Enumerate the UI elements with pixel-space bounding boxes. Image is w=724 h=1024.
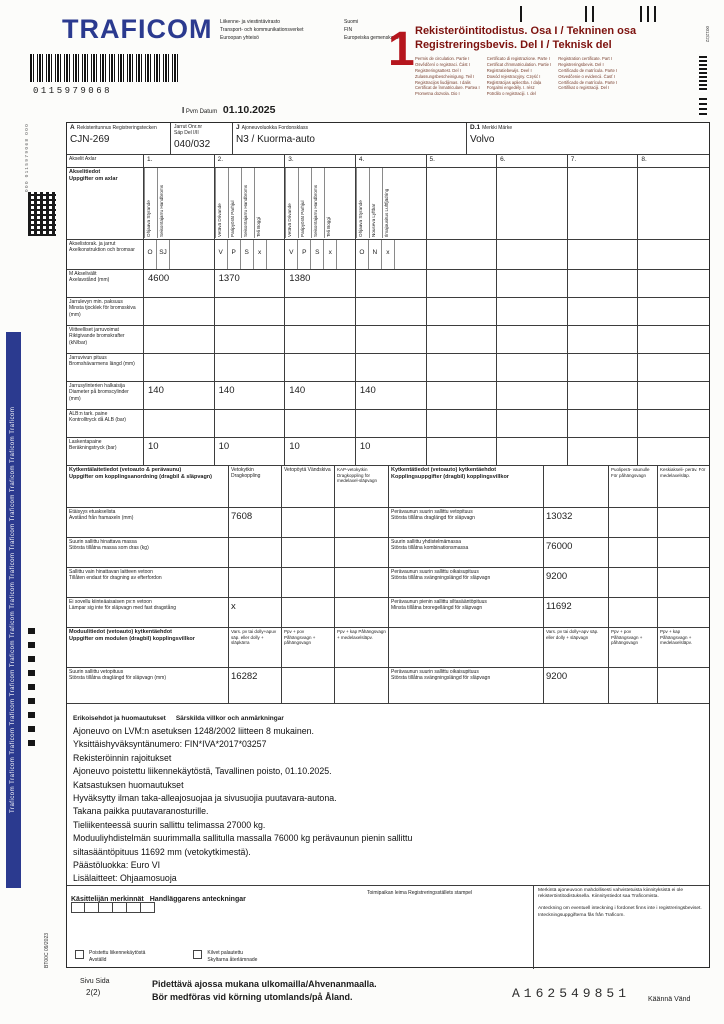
remark-line: siltasääntöpituus 11692 mm (vetokytkimestä). [73, 846, 251, 857]
construction-letter: S [241, 240, 254, 269]
axle-value-cell: 140 [144, 382, 215, 409]
language-title: Registratiebewijs. Deel I [486, 67, 532, 73]
stamp-box [85, 902, 99, 913]
form-body [66, 122, 710, 968]
remark-line: Takana paikka puutavaranosturille. [73, 806, 209, 817]
agency-line: Euroopan yhteisö [220, 35, 259, 41]
coupling-row-label: Sallittu vain hinattavan laitteen vetoon Tillåten endast för dragning av efterfordon [67, 568, 229, 597]
brake-code-field [171, 123, 233, 154]
axle-attribute-label: Nouseva Lyftbar [369, 168, 382, 238]
axle-value-cell [427, 298, 498, 325]
language-title: Zulassungsbescheinigung. Teil I [415, 73, 475, 79]
axle-number: 3. [285, 155, 356, 167]
axle-number: 8. [641, 156, 647, 163]
field-label-a: Rekisteritunnus Registreringstecken [76, 125, 157, 131]
axle-value-cell [144, 354, 215, 381]
axle-value-cell [497, 438, 568, 465]
axle-data-row [67, 270, 709, 298]
axle-attribute-label: Teli Boggi [324, 168, 337, 238]
language-title: Certificat de înmatriculare. Partea I [415, 85, 480, 91]
axle-attribute-cell [568, 168, 639, 239]
coupling-data-row [67, 598, 709, 628]
coupling-row-label: Ei sovellu kiinteäaisaisen pv:n vetoon Lämpar sig inte för släpvagn med fast dragstång [67, 598, 229, 627]
coupling-data-row [67, 508, 709, 538]
axle-value-cell [568, 298, 639, 325]
axle-value-cell [215, 326, 286, 353]
coupling-right-value: 11692 [544, 598, 609, 627]
stamp-box [127, 902, 141, 913]
remark-line: Rekisteröinnin rajoitukset [73, 752, 172, 763]
axle-value-cell: 140 [215, 382, 286, 409]
axle-value-cell [285, 410, 356, 437]
remarks-header-sv: Särskilda villkor och anmärkningar [175, 715, 284, 722]
axle-value-cell [638, 326, 709, 353]
axle-value-cell [497, 270, 568, 297]
print-mark [520, 6, 522, 22]
axle-value-cell [568, 354, 639, 381]
coupling-value [282, 568, 335, 597]
axle-value-cell [497, 326, 568, 353]
axle-value-cell [568, 410, 639, 437]
axle-value-cell: 10 [144, 438, 215, 465]
axle-attribute-cell [638, 168, 709, 239]
keep-notice-sv: Bör medföras vid körning utomlands/på Åland. [152, 992, 353, 1003]
axle-construction-cell [638, 240, 709, 269]
field-label-brakes-2: Säp Del I/II [174, 130, 199, 136]
language-title: Certificado de matrícula. Parte I [558, 67, 618, 73]
language-title: Permis de circulation. Partie I [415, 56, 470, 61]
axle-construction-cell [285, 240, 356, 269]
coupling-value [229, 538, 282, 567]
axle-attribute-cell [497, 168, 568, 239]
print-mark [654, 6, 656, 22]
construction-letter: x [254, 240, 267, 269]
module-row-label: Suurin sallittu vetopituus Största tillåtna draglängd för släpvagn (mm) [67, 668, 229, 703]
coupling-col-header: Puoliperä- vaunulle För påhängsvagn [609, 466, 658, 507]
coupling-value [282, 508, 335, 537]
coupling-value [335, 598, 389, 627]
checkbox-decommissioned [75, 950, 84, 959]
axle-value-cell [144, 298, 215, 325]
module-table [67, 628, 709, 704]
axle-value-cell [638, 298, 709, 325]
axle-attribute-label: Teli Boggi [254, 168, 267, 238]
form-code: BT00C 09/2023 [44, 932, 50, 968]
axle-row-label: Viitteelliset jarruvoimat Riktgivande bromskrafter (kN/bar) [67, 326, 144, 353]
axle-attribute-cell [285, 168, 356, 239]
construction-letter: N [369, 240, 382, 269]
date-row [182, 104, 275, 116]
coupling-col-header: KAP-vetokytkin Dragkoppling för medelaxel-släpvagn [335, 466, 389, 507]
module-right-label: Perävaunun suurin sallittu oikaisupituus Största tillåtna svängningslängd för släpvagn [389, 668, 544, 703]
axle-section-label: Akselitiedot Uppgifter om axlar [67, 168, 144, 239]
coupling-right-label: Perävaunun suurin sallittu vetopituus Största tillåtna draglängd för släpvagn [389, 508, 544, 537]
date-value: 01.10.2025 [222, 104, 276, 116]
axle-value-cell: 10 [356, 438, 427, 465]
construction-letter: x [382, 240, 395, 269]
axle-construction-row [67, 240, 709, 270]
axle-row-label: Jarruvivun pituus Bromshävarmens längd (mm) [67, 354, 144, 381]
axle-value-cell [568, 382, 639, 409]
language-title: Certificat d'immatriculation. Partie I [486, 61, 552, 67]
remark-line: Ajoneuvo poistettu liikennekäytöstä, Tavallinen poisto, 01.10.2025. [73, 766, 332, 777]
axle-value-cell [497, 354, 568, 381]
module-col-header: Vars. pv tai dolly+apv säp. eller dolly + släpvagn [544, 628, 609, 667]
keep-notice-fi: Pidettävä ajossa mukana ulkomailla/Ahvenanmaalla. [152, 979, 377, 989]
traficom-logo: TRAFICOM [62, 14, 213, 44]
module-header-row [67, 628, 709, 668]
remarks-lines [73, 725, 703, 886]
remark-line: Päästöluokka: Euro VI [73, 860, 161, 871]
agency-line: FIN [344, 27, 353, 33]
language-title: Prometna dozvola. Dio I [415, 91, 460, 97]
axle-value-cell [427, 438, 498, 465]
axle-attribute-cell [356, 168, 427, 239]
construction-letter: O [144, 240, 157, 269]
axle-number: 6. [497, 155, 568, 167]
part-number: 1 [388, 23, 415, 76]
serial-number: A162549851 [512, 986, 631, 1001]
agency-line: Transport- och kommunikationsverket [220, 27, 304, 33]
language-column [415, 56, 480, 97]
language-column [558, 56, 617, 97]
construction-letter: P [228, 240, 241, 269]
axlar-label: Akselit Axlar [67, 155, 144, 167]
field-code-j: J [236, 124, 240, 131]
multilanguage-titles [415, 56, 711, 97]
axle-value-cell [497, 410, 568, 437]
handler-section [67, 886, 709, 969]
checkbox-label: Poistettu liikennekäytöstä Avställd [89, 950, 146, 963]
traficom-side-band: Traficom Traficom Traficom Traficom Traficom Traficom Traficom Traficom Traficom Traficom Traficom Traficom Traficom Traficom [6, 332, 21, 888]
date-field-code: I [182, 106, 185, 115]
remark-line: Hyväksytty ilman taka-alleajosuojaa ja sivusuojia puutavara-autona. [73, 793, 337, 804]
axle-data-row [67, 410, 709, 438]
module-right-value: 9200 [544, 668, 609, 703]
edge-micro-text: 000 0115979068 000 [24, 122, 29, 192]
axle-value-cell [144, 410, 215, 437]
make-field [467, 123, 709, 154]
axle-value-cell [638, 270, 709, 297]
right-edge-barcode [699, 98, 707, 118]
axle-construction-cell [144, 240, 215, 269]
axle-attribute-label: Ohjaava Styrande [356, 168, 369, 238]
language-title: Reģistrācijas apliecība. I daļa [486, 79, 542, 85]
axle-value-cell [215, 298, 286, 325]
axle-value-cell: 10 [215, 438, 286, 465]
print-mark [640, 6, 642, 22]
axle-value-cell [497, 298, 568, 325]
coupling-right-value: 13032 [544, 508, 609, 537]
remarks-section [67, 704, 709, 886]
brake-code-value: 040/032 [174, 139, 211, 150]
date-label: Pvm Datum [185, 109, 218, 115]
axle-attribute-label: Seisontajarru Handbroms [157, 168, 170, 238]
axle-data-row [67, 382, 709, 410]
barcode-number: 0115979068 [33, 86, 113, 96]
axle-number: 1. [144, 155, 215, 167]
axle-attributes-row [67, 168, 709, 240]
coupling-col-header: Vetopöytä Vändskiva [282, 466, 335, 507]
axle-value-cell [356, 326, 427, 353]
page-value: 2(2) [86, 988, 101, 997]
coupling-right-label: Suurin sallittu yhdistelmämassa Största tillåtna kombinationsmassa [389, 538, 544, 567]
axle-row-label: Jarrulevyn min. paksuus Minsta tjocklek för bromsskiva (mm) [67, 298, 144, 325]
module-data-row [67, 668, 709, 704]
make-value: Volvo [470, 134, 495, 145]
axle-value-cell: 140 [285, 382, 356, 409]
coupling-data-row [67, 538, 709, 568]
remark-line: Katsastuksen huomautukset [73, 779, 184, 790]
field-label-j: Ajoneuvoluokka Fordonsklass [241, 125, 309, 131]
axle-attribute-label: Ohjaava Styrande [144, 168, 157, 238]
axle-row-label: Jarrusylinterien halkaisija Diameter på bromscylinder (mm) [67, 382, 144, 409]
language-title: Osvědčení o registraci. Část I [415, 61, 470, 67]
axle-value-cell [144, 326, 215, 353]
axle-value-cell [356, 298, 427, 325]
axle-value-cell [285, 326, 356, 353]
language-column [487, 56, 552, 97]
axle-value-cell [427, 382, 498, 409]
coupling-value [282, 598, 335, 627]
coupling-right-value: 76000 [544, 538, 609, 567]
construction-letter: SJ [157, 240, 170, 269]
axle-value-cell: 4600 [144, 270, 215, 297]
agency-names [220, 18, 340, 42]
field-code-d1: D.1 [470, 124, 481, 131]
axle-numbers-row [67, 155, 709, 168]
vehicle-class-field [233, 123, 467, 154]
checkbox-group-decommissioned [75, 950, 145, 963]
axle-value-cell: 1370 [215, 270, 286, 297]
axle-value-cell: 1380 [285, 270, 356, 297]
axle-value-cell [638, 410, 709, 437]
axle-value-cell [638, 382, 709, 409]
axle-attribute-cell [215, 168, 286, 239]
coupling-table [67, 466, 709, 628]
checkbox-plates-returned [193, 950, 202, 959]
language-title: Dowód rejestracyjny. Część I [486, 73, 541, 79]
identification-row [67, 123, 709, 155]
module-col-header: Ppv + pov Påhängsvagn + påhängsvagn [282, 628, 335, 667]
checkbox-label: Kilvet palautettu Skyltarna återlämnade [207, 950, 258, 963]
print-mark [585, 6, 587, 22]
axle-row-label: Akselistorak. ja jarrut Axelkonstruktion och bromsar [67, 240, 144, 269]
agency-line: Europeiska gemenskapen [344, 35, 402, 41]
agency-line: Liikenne- ja viestintävirasto [220, 19, 281, 25]
axle-construction-cell [215, 240, 286, 269]
field-label-d1: Merkki Märke [482, 125, 513, 131]
construction-letter: O [356, 240, 369, 269]
language-title: Registration certificate. Part I [558, 56, 613, 61]
axle-number: 4. [356, 155, 427, 167]
coupling-data-row [67, 568, 709, 598]
remark-line: Lisälaitteet: Ohjaamosuoja [73, 873, 177, 884]
coupling-right-label: Perävaunun suurin sallittu oikaisupituus Största tillåtna svängningslängd för släpvagn [389, 568, 544, 597]
axle-row-label: M Akselivälit Axelavstånd (mm) [67, 270, 144, 297]
axle-attribute-label: Vetävä Drivande [215, 168, 228, 238]
print-mark [647, 6, 649, 22]
stamp-label: Toimipaikan leima Registreringsställets stampel [367, 890, 473, 896]
language-title: Potrdilo o registraciji. I. del [486, 91, 536, 97]
axle-data-row [67, 438, 709, 466]
axle-attribute-label: Paripyörät Parhjul [298, 168, 311, 238]
axle-table [67, 155, 709, 466]
axle-value-cell [285, 354, 356, 381]
registration-number-value: CJN-269 [70, 134, 110, 145]
axle-attribute-label: Vetävä Drivande [285, 168, 298, 238]
axle-value-cell [638, 438, 709, 465]
page-indicator [80, 978, 110, 997]
stamp-box [71, 902, 85, 913]
coupling-right-label: Perävaunun pienin sallittu siltasääntöpituus Minsta tillåtna broregellängd för släpvagn [389, 598, 544, 627]
axle-value-cell: 10 [285, 438, 356, 465]
coupling-row-label: Etäisyys etuakselista Avstånd från framaxeln (mm) [67, 508, 229, 537]
construction-letter: S [311, 240, 324, 269]
turn-over-label: Käännä Vänd [648, 996, 691, 1003]
module-col-header: Vars. pv tai dolly+apuv säp. eller dolly + släpkärra [229, 628, 282, 667]
axle-value-cell [427, 410, 498, 437]
remark-line: Tieliikenteessä suurin sallittu telimassa 27000 kg. [73, 819, 266, 830]
barcode [30, 54, 178, 82]
title-swedish: Registreringsbevis. Del I / Teknisk del [415, 39, 612, 52]
construction-letter: V [215, 240, 228, 269]
remark-line: Yksittäishyväksyntänumero: FIN*IVA*2017*03257 [73, 739, 267, 750]
axle-value-cell [427, 326, 498, 353]
coupling-value: 7608 [229, 508, 282, 537]
coupling-section-label: Kytkentälaitetiedot (vetoauto & perävaunu) Uppgifter om kopplingsanordning (dragbil & släpvagn) [67, 466, 229, 507]
module-value: 16282 [229, 668, 282, 703]
coupling-col-header: Keskiakseli- peräv. För medelaxelsläp. [660, 467, 706, 478]
corner-code: 0012/22 [705, 26, 710, 43]
module-section-label: Moduulitiedot (vetoauto) kytkentäehdot Uppgifter om modulen (dragbil) kopplingsvillkor [67, 628, 229, 667]
axle-construction-cell [356, 240, 427, 269]
axle-attribute-label: Paripyörät Parhjul [228, 168, 241, 238]
stamp-box [113, 902, 127, 913]
axle-value-cell [568, 270, 639, 297]
construction-letter: V [285, 240, 298, 269]
field-label-brakes-1: Jarrut Onr.nr [174, 124, 203, 130]
axle-value-cell [568, 326, 639, 353]
document-title [415, 24, 707, 53]
mortgage-note-fi: Merkintä ajoneuvoon mahdollisesti vahvistetuista kiinnityksistä ei ole rekisteröintitodistuksella. Kiinnitystiedot saa Traficomista. [538, 888, 684, 900]
handler-header-sv: Handläggarens anteckningar [149, 896, 246, 903]
axle-number: 5. [427, 155, 498, 167]
axle-value-cell [285, 298, 356, 325]
field-code-a: A [70, 124, 75, 131]
axle-number: 2. [215, 155, 286, 167]
datamatrix-code [28, 192, 56, 236]
remarks-header-fi: Erikoisehdot ja huomautukset [73, 715, 166, 722]
binding-marks [28, 628, 35, 750]
handler-checkboxes [75, 950, 257, 963]
coupling-col-header: Vetokytkin Dragkoppling [229, 466, 282, 507]
axle-value-cell [356, 270, 427, 297]
language-title: Osvedčenie o evidencii. Časť I [558, 73, 616, 79]
axle-row-label: Laskentapaine Beräkningstryck (bar) [67, 438, 144, 465]
coupling-row-label: Suurin sallittu hinattava massa Största tillåtna massa som dras (kg) [67, 538, 229, 567]
mortgage-note [533, 886, 709, 969]
language-title: Registracijos liudijimas. I dalis [415, 79, 471, 85]
remark-line: Moduuliyhdistelmän suurimmalla sallitulla massalla 76000 kg perävaunun pienin sallittu [73, 833, 413, 844]
axle-attribute-label: Seisontajarru Handbroms [241, 168, 254, 238]
coupling-header-row [67, 466, 709, 508]
axle-row-label: ALB:n tark. paine Kontrolltryck då ALB (bar) [67, 410, 144, 437]
coupling-value [229, 568, 282, 597]
axle-value-cell [215, 354, 286, 381]
title-finnish: Rekisteröintitodistus. Osa I / Tekninen osa [415, 25, 637, 37]
agency-line: Suomi [344, 19, 359, 25]
construction-letter: P [298, 240, 311, 269]
construction-letter: x [324, 240, 337, 269]
checkbox-group-plates-returned [193, 950, 257, 963]
axle-value-cell [215, 410, 286, 437]
axle-data-row [67, 354, 709, 382]
axle-value-cell [356, 354, 427, 381]
axle-attribute-cell [427, 168, 498, 239]
coupling-value [335, 538, 389, 567]
axle-construction-cell [427, 240, 498, 269]
axle-attribute-label: Ilmajousitus Luftfjädring [382, 168, 395, 238]
module-col-header: Ppv + kap Påhängsvagn + medelaxelsläpv. [660, 629, 692, 646]
axle-data-row [67, 298, 709, 326]
language-title: Registreringsattest. Del I [415, 67, 461, 73]
vehicle-class-value: N3 / Kuorma-auto [236, 134, 315, 145]
page-label: Sivu Sida [80, 978, 110, 985]
handler-header-fi: Käsittelijän merkinnät [71, 896, 144, 903]
axle-value-cell [427, 354, 498, 381]
axle-construction-cell [568, 240, 639, 269]
axle-number: 7. [568, 155, 639, 167]
remark-line: Ajoneuvo on LVM:n asetuksen 1248/2002 liitteen 8 mukainen. [73, 726, 314, 736]
remarks-header [73, 707, 703, 725]
stamp-boxes [71, 902, 155, 913]
keep-notice [152, 978, 377, 1004]
mortgage-note-sv: Anteckning om eventuell inteckning i fordonet finns inte i registreringsbeviset. Inteckningsuppgifterna fås från Traficom. [538, 906, 702, 918]
language-title: Certificado de matrícula. Parte I [558, 79, 618, 85]
language-title: Certificato di registrazione. Parte I [486, 56, 550, 61]
axle-attribute-cell [144, 168, 215, 239]
module-col-header: Ppv + kap Påhängsvagn + medelaxelsläpv. [335, 628, 389, 667]
axle-value-cell [638, 354, 709, 381]
registration-number-field [67, 123, 171, 154]
axle-value-cell [568, 438, 639, 465]
axle-value-cell [427, 270, 498, 297]
coupling-value [335, 568, 389, 597]
stamp-box [99, 902, 113, 913]
language-title: Forgalmi engedély. I. rész [486, 85, 535, 91]
axle-attribute-label: Seisontajarru Handbroms [311, 168, 324, 238]
coupling-value [335, 508, 389, 537]
language-title: Registreringsbevis. Del I [558, 61, 604, 67]
axle-value-cell [356, 410, 427, 437]
print-mark [592, 6, 594, 22]
coupling-value [282, 538, 335, 567]
axle-construction-cell [497, 240, 568, 269]
stamp-box [141, 902, 155, 913]
coupling-right-header: Kytkentätiedot (vetoauto) kytkentäehdot Kopplingsuppgifter (dragbil) kopplingsvillkor [389, 466, 544, 507]
language-title: Certifikat o registraciji. Del I [558, 85, 610, 91]
module-col-header: Ppv + pov Påhängsvagn + påhängsvagn [609, 628, 658, 667]
axle-value-cell [497, 382, 568, 409]
axle-value-cell: 140 [356, 382, 427, 409]
axle-data-row [67, 326, 709, 354]
coupling-value: x [229, 598, 282, 627]
coupling-right-value: 9200 [544, 568, 609, 597]
